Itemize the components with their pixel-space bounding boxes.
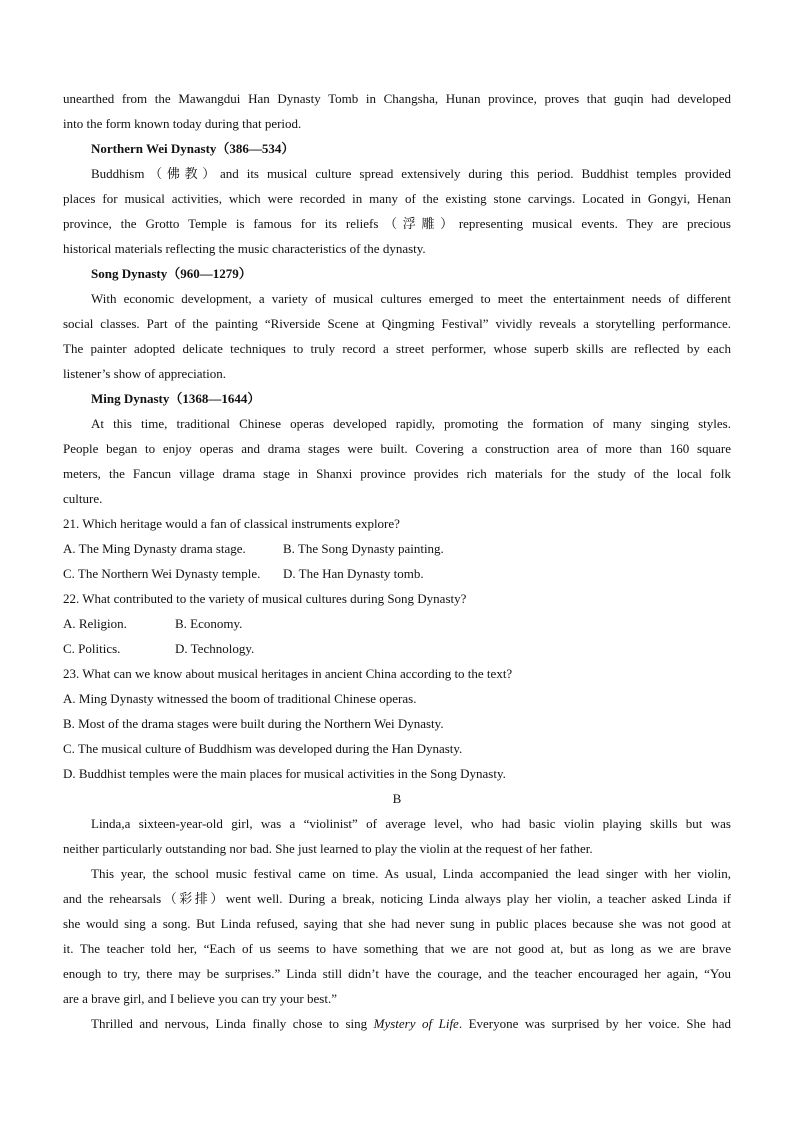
option-a: A. Ming Dynasty witnessed the boom of traditional Chinese operas. [63,691,417,706]
option-a: A. Religion. [63,616,127,631]
passage-b-text-line: This year, the school music festival came on time. As usual, Linda accompanied the lead singer with her violin, [91,866,731,881]
question-21-stem: 21. Which heritage would a fan of classical instruments explore? [63,516,400,531]
section-b-label: B [392,791,402,806]
northern-wei-text-line: places for musical activities, which were recorded in many of the existing stone carvings. Located in Gongyi, Henan [63,191,731,206]
han-text-line: unearthed from the Mawangdui Han Dynasty Tomb in Changsha, Hunan province, proves that guqin had developed [63,91,731,106]
option-d: D. Technology. [175,641,255,656]
northern-wei-text-line: historical materials reflecting the music characteristics of the dynasty. [63,241,426,256]
song-heading: Song Dynasty（960—1279） [91,266,252,281]
option-b: B. Most of the drama stages were built during the Northern Wei Dynasty. [63,716,444,731]
passage-b-text-line: are a brave girl, and I believe you can try your best.” [63,991,337,1006]
northern-wei-text-line: province, the Grotto Temple is famous for its reliefs（浮雕）representing musical events. They are precious [63,216,731,231]
option-b: B. The Song Dynasty painting. [283,541,444,556]
question-21-options-row [63,536,731,561]
option-a: A. The Ming Dynasty drama stage. [63,541,246,556]
ming-text-line: At this time, traditional Chinese operas developed rapidly, promoting the formation of many singing styles. [91,416,731,431]
option-b: B. Economy. [175,616,243,631]
northern-wei-heading: Northern Wei Dynasty（386—534） [91,141,295,156]
song-text-line: The painter adopted delicate techniques to truly record a street performer, whose superb skills are reflected by each [63,341,731,356]
question-22-options-row [63,636,731,661]
question-23-stem: 23. What can we know about musical heritages in ancient China according to the text? [63,666,513,681]
song-text-line: social classes. Part of the painting “Riverside Scene at Qingming Festival” vividly reveals a storytelling performance. [63,316,731,331]
passage-b-text-line [63,1011,731,1036]
passage-b-text-line: enough to try, there may be surprises.” Linda still didn’t have the courage, and the teacher encouraged her again, “You [63,966,731,981]
song-title: Mystery of Life [373,1016,459,1031]
option-c: C. The musical culture of Buddhism was developed during the Han Dynasty. [63,741,463,756]
passage-b-text-line: it. The teacher told her, “Each of us seems to have something that we are not good at, but as long as we are brave [63,941,731,956]
passage-b-text-line: neither particularly outstanding nor bad. She just learned to play the violin at the request of her father. [63,841,593,856]
han-text-line: into the form known today during that period. [63,116,302,131]
song-text-line: listener’s show of appreciation. [63,366,226,381]
song-text-line: With economic development, a variety of musical cultures emerged to meet the entertainment needs of different [91,291,731,306]
text-run: . Everyone was surprised by her voice. She had [458,1016,731,1031]
option-d: D. The Han Dynasty tomb. [283,566,424,581]
question-22-stem: 22. What contributed to the variety of musical cultures during Song Dynasty? [63,591,467,606]
option-c: C. The Northern Wei Dynasty temple. [63,566,261,581]
passage-b-text-line: and the rehearsals（彩排）went well. During a break, noticing Linda always play her violin, a teacher asked Linda if [63,891,731,906]
ming-text-line: People began to enjoy operas and drama stages were built. Covering a construction area of more than 160 square [63,441,731,456]
option-d: D. Buddhist temples were the main places for musical activities in the Song Dynasty. [63,766,506,781]
ming-text-line: culture. [63,491,103,506]
text-run: Thrilled and nervous, Linda finally chose to sing [91,1016,374,1031]
question-22-options-row [63,611,731,636]
document-page [63,86,731,1036]
question-21-options-row [63,561,731,586]
passage-b-text-line: Linda,a sixteen-year-old girl, was a “violinist” of average level, who had basic violin playing skills but was [91,816,731,831]
option-c: C. Politics. [63,641,121,656]
passage-b-text-line: she would sing a song. But Linda refused, saying that she had never sung in public places because she was not good at [63,916,731,931]
ming-text-line: meters, the Fancun village drama stage in Shanxi province provides rich materials for the study of the local folk [63,466,731,481]
northern-wei-text-line: Buddhism（佛教）and its musical culture spread extensively during this period. Buddhist temples provided [91,166,731,181]
ming-heading: Ming Dynasty（1368—1644） [91,391,261,406]
